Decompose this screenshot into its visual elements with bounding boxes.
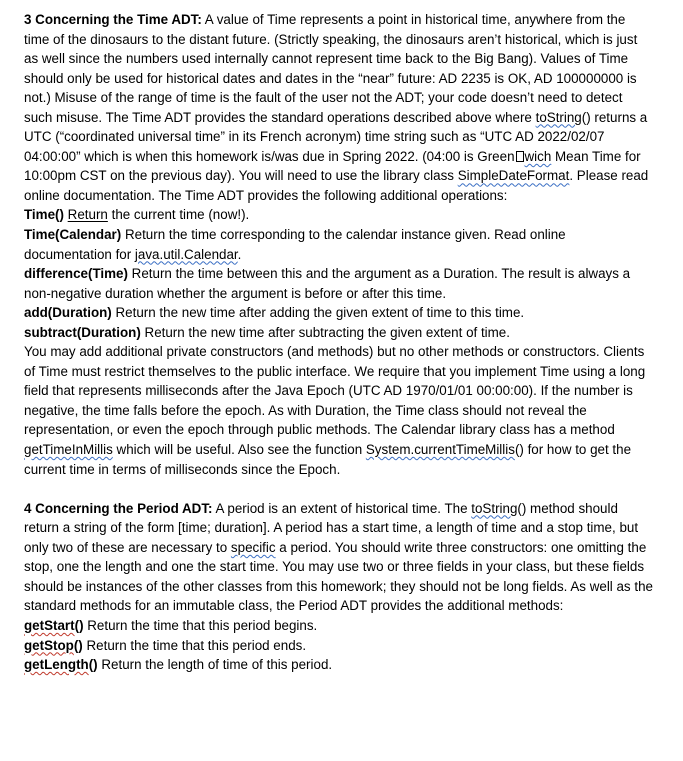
method-getstop: getStop() Return the time that this period ends. xyxy=(24,637,307,653)
section-3-intro-text-b: () returns a UTC (“coordinated universal time” in its French acronym) time string such as “UTC AD 2022/02/07 04:00:00” which is when this homework is/was due in Spring 2022. (04:00 is Green xyxy=(24,109,648,164)
simpledateformat-ref: SimpleDateFormat xyxy=(457,168,570,184)
method-name: getLength xyxy=(24,657,89,673)
section-3-closing: You may add additional private constructors (and methods) but no other methods or constructors. Clients of Time must restrict themselves to the public interface. We require that you implement Time using a long field that represents milliseconds after the Java Epoch (UTC AD 1970/01/01 00:00:00). If the number is negative, the time falls before the epoch. As with Duration, the Time class should not reveal the representation, or even the epoch through public methods. The Calendar library class has a method getTimeInMillis which will be useful. Also see the function System.currentTimeMillis() for how to get the current time in terms of milliseconds since the Epoch. xyxy=(24,344,646,477)
op-signature: Time(Calendar) xyxy=(24,227,122,243)
op-description: Return the time corresponding to the calendar instance given. Read online documentation for xyxy=(24,227,566,262)
java-util-calendar-ref: java.util.Calendar xyxy=(134,246,238,262)
method-description: Return the time that this period ends. xyxy=(82,637,307,653)
section-3-intro-text-a: A value of Time represents a point in historical time, anywhere from the time of the dinosaurs to the distant future. (Strictly speaking, the dinosaurs aren’t historical, which is just as well since the numbers used internally cannot represent time back to the Big Bang). Values of Time should only be used for historical dates and dates in the “near” future: AD 2235 is OK, AD 100000000 is not.) Misuse of the range of time is the fault of the user not the ADT; your code doesn’t need to detect such misuse. The Time ADT provides the standard operations described above where xyxy=(24,12,638,125)
method-description: Return the length of time of this period. xyxy=(97,657,333,673)
method-description: Return the time that this period begins. xyxy=(83,617,318,633)
op-signature: difference(Time) xyxy=(24,266,128,282)
tostring-ref: toString xyxy=(535,109,582,125)
op-description: Return the new time after subtracting the given extent of time. xyxy=(140,324,510,340)
gettimeinmillis-ref: getTimeInMillis xyxy=(24,442,113,458)
section-3-heading: 3 Concerning the Time ADT: xyxy=(24,12,202,27)
section-4-heading: 4 Concerning the Period ADT: xyxy=(24,500,213,516)
op-subtract xyxy=(24,323,654,343)
section-3-intro xyxy=(24,10,654,205)
method-name: getStart xyxy=(24,617,75,633)
greenwich-fragment: wich xyxy=(524,148,552,164)
section-4-intro: 4 Concerning the Period ADT: A period is an extent of historical time. The toString() method should return a string of the form [time; duration]. A period has a start time, a length of time and a stop time, but only two of these are necessary to specific a period. You should write three constructors: one omitting the stop, one the length and one the start time. You may use two or three fields in your class, but these fields should be instances of the other classes from this homework; they should not be long fields. As well as the standard methods for an immutable class, the Period ADT provides the additional methods: xyxy=(24,500,653,614)
op-time-calendar: Time(Calendar) Return the time corresponding to the calendar instance given. Read online documentation for java.util.Calendar. xyxy=(24,227,566,262)
op-signature: subtract(Duration) xyxy=(24,324,141,340)
op-difference xyxy=(24,264,654,303)
section-3-intro-text-e: . Please read online documentation. The Time ADT provides the following additional operations: xyxy=(24,168,649,203)
return-word: Return xyxy=(67,207,108,223)
op-signature: add(Duration) xyxy=(24,305,112,321)
op-description: the current time (now!). xyxy=(107,207,250,223)
op-signature: Time() xyxy=(24,207,64,223)
op-add xyxy=(24,303,654,323)
method-getstart: getStart() Return the time that this period begins. xyxy=(24,617,318,633)
tostring-ref: toString xyxy=(471,500,518,516)
specific-word: specific xyxy=(230,539,276,555)
paragraph-spacer xyxy=(24,479,654,499)
currenttimemillis-ref: System.currentTimeMillis xyxy=(365,442,515,458)
missing-glyph-box xyxy=(516,151,524,162)
section-3-intro-text-d: Mean Time for 10:00pm CST on the previous day). You will need to use the library class xyxy=(24,148,641,184)
op-description: Return the time between this and the argument as a Duration. The result is always a non-negative duration whether the argument is before or after this time. xyxy=(24,266,631,301)
op-time-now xyxy=(24,205,654,225)
document-body xyxy=(24,10,654,675)
method-name: getStop xyxy=(24,637,74,653)
method-getlength: getLength() Return the length of time of this period. xyxy=(24,657,333,673)
op-description: Return the new time after adding the given extent of time to this time. xyxy=(111,305,525,321)
